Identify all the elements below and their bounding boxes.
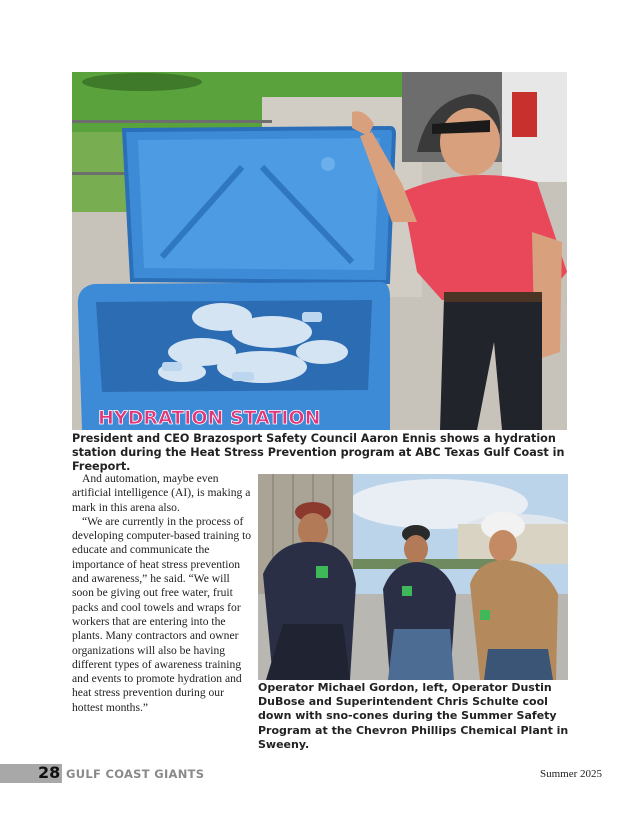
issue-date: Summer 2025 bbox=[539, 768, 602, 780]
paragraph: “We are currently in the process of developing computer-based training to educate and communicate the importance of heat stress prevention and awareness,” he said. “We will soon be giving out free water, fruit packs and cool towels and wraps for workers that are entering into the plants. Many contractors and owner organizations will also be having different types of awareness training and events to promote hydration and heat stress prevention during our hottest months.” bbox=[72, 514, 252, 714]
hydration-station-photo bbox=[72, 72, 567, 430]
photo-caption-sno-cones: Operator Michael Gordon, left, Operator Dustin DuBose and Superintendent Chris Schulte cool down with sno-cones during the Summer Safety Program at the Chevron Phillips Chemical Plant in Sweeny. bbox=[258, 681, 569, 751]
photo-caption-hydration: President and CEO Brazosport Safety Council Aaron Ennis shows a hydration station during the Heat Stress Prevention program at ABC Texas Gulf Coast in Freeport. bbox=[72, 432, 565, 473]
workers-sno-cones-photo bbox=[258, 474, 568, 680]
magazine-name: GULF COAST GIANTS bbox=[66, 767, 205, 781]
page-number: 28 bbox=[38, 763, 61, 782]
paragraph: And automation, maybe even artificial intelligence (AI), is making a mark in this arena also. bbox=[72, 472, 251, 514]
cooler-label: HYDRATION STATION bbox=[98, 407, 321, 429]
article-body bbox=[72, 472, 252, 715]
